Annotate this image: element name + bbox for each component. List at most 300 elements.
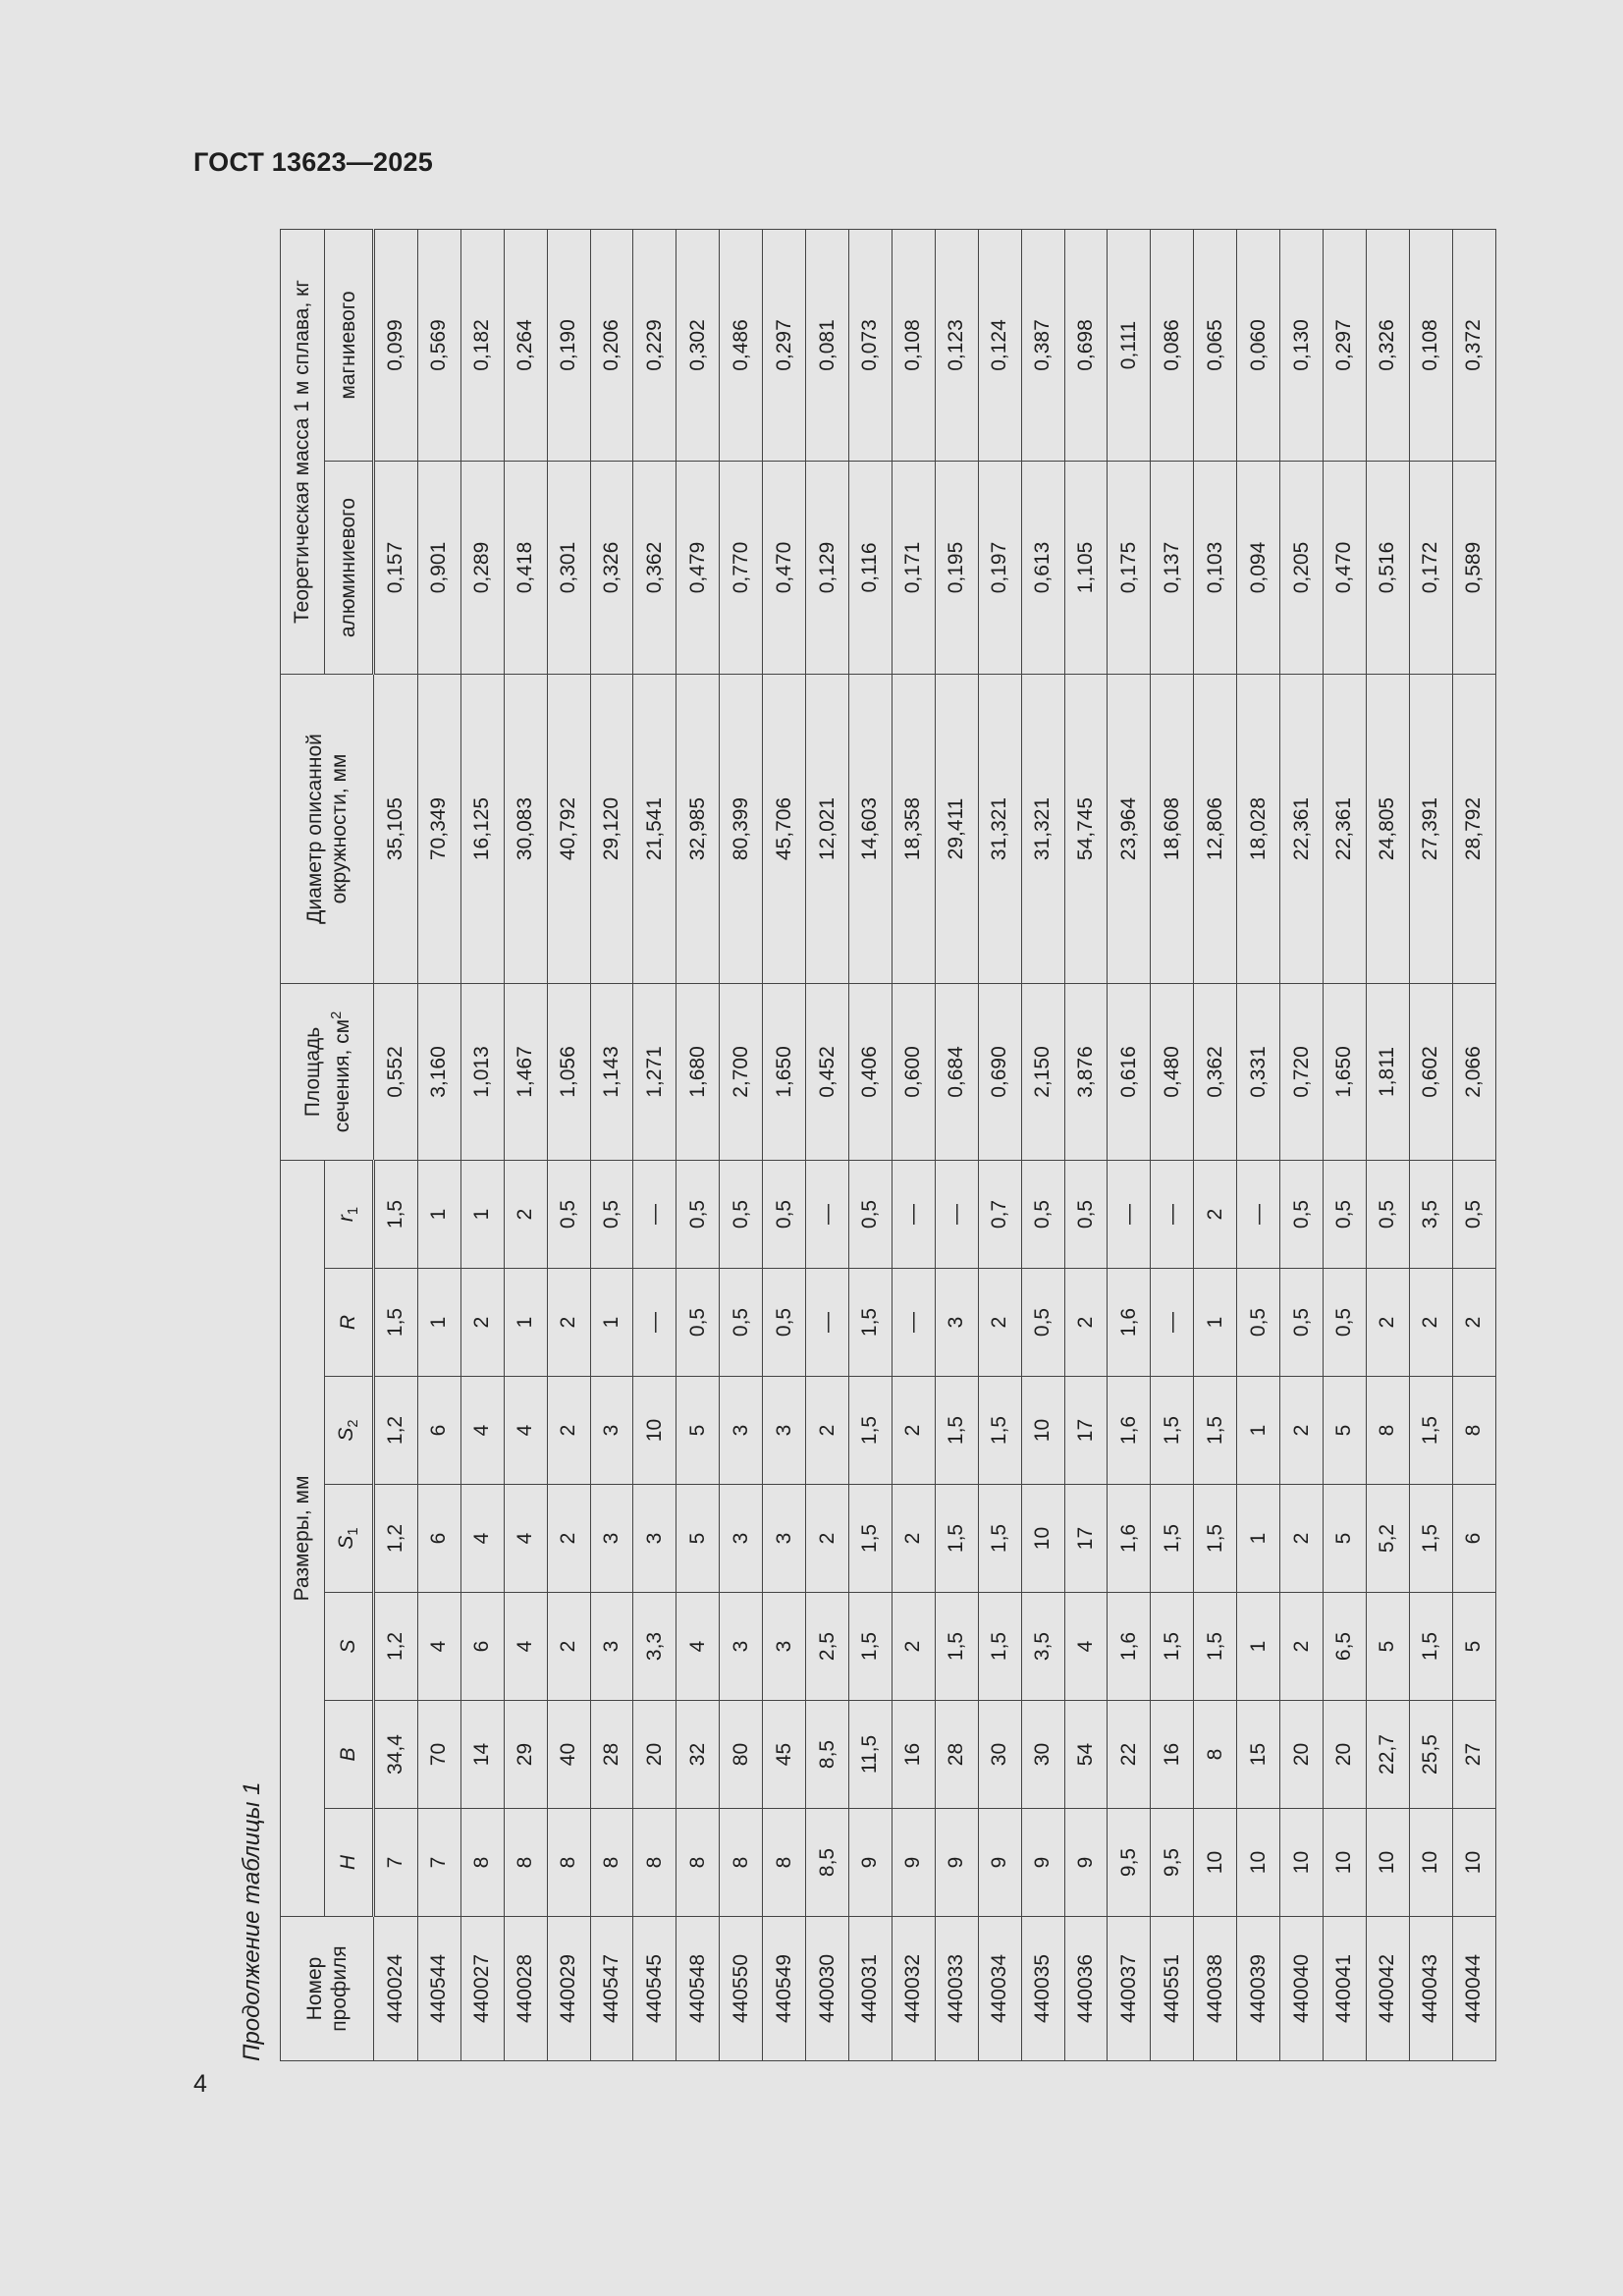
cell-r: 1,5	[849, 1269, 893, 1377]
cell-mass-magnesium: 0,086	[1151, 229, 1194, 461]
cell-r: 2	[1366, 1269, 1409, 1377]
cell-area: 1,271	[633, 984, 676, 1161]
table-row	[676, 229, 720, 2060]
cell-h: 8,5	[806, 1809, 849, 1917]
cell-profile-number: 440042	[1366, 1917, 1409, 2061]
cell-r1: 0,5	[590, 1161, 633, 1269]
cell-diameter: 23,964	[1108, 675, 1151, 984]
cell-diameter: 45,706	[763, 675, 806, 984]
cell-diameter: 27,391	[1409, 675, 1452, 984]
cell-r1: —	[1151, 1161, 1194, 1269]
cell-s1: 1,5	[849, 1485, 893, 1593]
cell-area: 1,811	[1366, 984, 1409, 1161]
cell-h: 9,5	[1151, 1809, 1194, 1917]
table-row	[374, 229, 418, 2060]
cell-h: 9	[935, 1809, 978, 1917]
table-row	[935, 229, 978, 2060]
cell-mass-aluminum: 0,613	[1021, 462, 1064, 675]
cell-b: 34,4	[374, 1701, 418, 1809]
cell-h: 7	[374, 1809, 418, 1917]
cell-s1: 1,5	[1151, 1485, 1194, 1593]
cell-diameter: 16,125	[460, 675, 504, 984]
cell-area: 1,650	[763, 984, 806, 1161]
cell-area: 0,452	[806, 984, 849, 1161]
cell-s: 1,2	[374, 1593, 418, 1701]
cell-mass-aluminum: 0,129	[806, 462, 849, 675]
cell-r: —	[633, 1269, 676, 1377]
cell-diameter: 22,361	[1323, 675, 1366, 984]
cell-mass-magnesium: 0,099	[374, 229, 418, 461]
cell-mass-magnesium: 0,182	[460, 229, 504, 461]
cell-h: 8	[676, 1809, 720, 1917]
cell-mass-magnesium: 0,387	[1021, 229, 1064, 461]
cell-profile-number: 440549	[763, 1917, 806, 2061]
cell-r1: —	[806, 1161, 849, 1269]
cell-s1: 2	[547, 1485, 590, 1593]
cell-r: 2	[547, 1269, 590, 1377]
cell-s2: 1,6	[1108, 1377, 1151, 1485]
cell-b: 16	[892, 1701, 935, 1809]
table-row	[1366, 229, 1409, 2060]
cell-area: 1,467	[504, 984, 547, 1161]
table-row	[590, 229, 633, 2060]
cell-r: 0,5	[676, 1269, 720, 1377]
header-area-sup: 2	[328, 1011, 345, 1019]
cell-r1: 0,5	[547, 1161, 590, 1269]
cell-mass-magnesium: 0,229	[633, 229, 676, 461]
cell-diameter: 28,792	[1452, 675, 1495, 984]
cell-mass-magnesium: 0,111	[1108, 229, 1151, 461]
cell-profile-number: 440030	[806, 1917, 849, 2061]
cell-s1: 5	[1323, 1485, 1366, 1593]
cell-s2: 3	[763, 1377, 806, 1485]
cell-b: 8,5	[806, 1701, 849, 1809]
cell-diameter: 40,792	[547, 675, 590, 984]
cell-mass-magnesium: 0,698	[1064, 229, 1108, 461]
cell-mass-aluminum: 0,103	[1194, 462, 1237, 675]
cell-diameter: 30,083	[504, 675, 547, 984]
cell-s1: 17	[1064, 1485, 1108, 1593]
cell-mass-aluminum: 0,326	[590, 462, 633, 675]
cell-mass-magnesium: 0,297	[1323, 229, 1366, 461]
header-r: R	[325, 1269, 374, 1377]
cell-profile-number: 440036	[1064, 1917, 1108, 2061]
cell-h: 9	[1021, 1809, 1064, 1917]
cell-s: 1,6	[1108, 1593, 1151, 1701]
cell-b: 28	[935, 1701, 978, 1809]
cell-r1: 3,5	[1409, 1161, 1452, 1269]
cell-mass-aluminum: 0,479	[676, 462, 720, 675]
cell-diameter: 29,411	[935, 675, 978, 984]
cell-profile-number: 440039	[1237, 1917, 1280, 2061]
cell-s2: 1,5	[935, 1377, 978, 1485]
cell-h: 9	[978, 1809, 1021, 1917]
cell-diameter: 18,028	[1237, 675, 1280, 984]
cell-s: 1	[1237, 1593, 1280, 1701]
header-r1-base: r	[335, 1215, 358, 1223]
cell-s: 1,5	[1194, 1593, 1237, 1701]
cell-h: 10	[1194, 1809, 1237, 1917]
cell-r1: 1	[417, 1161, 460, 1269]
header-profile-number: Номер профиля	[281, 1917, 374, 2061]
cell-mass-aluminum: 0,362	[633, 462, 676, 675]
cell-s1: 1	[1237, 1485, 1280, 1593]
cell-mass-magnesium: 0,108	[892, 229, 935, 461]
cell-r1: —	[633, 1161, 676, 1269]
cell-area: 1,056	[547, 984, 590, 1161]
cell-s2: 8	[1452, 1377, 1495, 1485]
cell-area: 1,143	[590, 984, 633, 1161]
cell-diameter: 12,021	[806, 675, 849, 984]
cell-mass-aluminum: 0,770	[720, 462, 763, 675]
cell-profile-number: 440550	[720, 1917, 763, 2061]
table-row	[806, 229, 849, 2060]
cell-s2: 5	[1323, 1377, 1366, 1485]
cell-b: 30	[978, 1701, 1021, 1809]
cell-r1: 1	[460, 1161, 504, 1269]
cell-mass-aluminum: 0,116	[849, 462, 893, 675]
cell-r1: —	[892, 1161, 935, 1269]
cell-s: 5	[1452, 1593, 1495, 1701]
cell-b: 16	[1151, 1701, 1194, 1809]
cell-b: 45	[763, 1701, 806, 1809]
table-row	[1064, 229, 1108, 2060]
cell-diameter: 29,120	[590, 675, 633, 984]
table-row	[849, 229, 893, 2060]
table-row	[547, 229, 590, 2060]
cell-s: 6	[460, 1593, 504, 1701]
cell-r: 2	[460, 1269, 504, 1377]
cell-s: 1,5	[935, 1593, 978, 1701]
cell-profile-number: 440028	[504, 1917, 547, 2061]
cell-mass-aluminum: 0,137	[1151, 462, 1194, 675]
header-diameter: Диаметр описанной окружности, мм	[281, 675, 374, 984]
cell-s: 2,5	[806, 1593, 849, 1701]
cell-b: 15	[1237, 1701, 1280, 1809]
cell-r1: 0,5	[1366, 1161, 1409, 1269]
cell-s2: 3	[720, 1377, 763, 1485]
cell-area: 1,013	[460, 984, 504, 1161]
cell-s: 4	[417, 1593, 460, 1701]
cell-area: 2,066	[1452, 984, 1495, 1161]
cell-r1: —	[1237, 1161, 1280, 1269]
cell-s1: 10	[1021, 1485, 1064, 1593]
cell-r: 1	[590, 1269, 633, 1377]
header-magnesium: магниевого	[325, 229, 374, 461]
cell-s2: 2	[892, 1377, 935, 1485]
cell-area: 0,720	[1280, 984, 1324, 1161]
cell-diameter: 18,358	[892, 675, 935, 984]
cell-h: 8	[633, 1809, 676, 1917]
cell-b: 30	[1021, 1701, 1064, 1809]
cell-s: 3,3	[633, 1593, 676, 1701]
cell-area: 3,160	[417, 984, 460, 1161]
cell-r1: 0,7	[978, 1161, 1021, 1269]
cell-h: 9	[849, 1809, 893, 1917]
cell-r: 0,5	[1237, 1269, 1280, 1377]
cell-mass-aluminum: 0,197	[978, 462, 1021, 675]
cell-mass-magnesium: 0,569	[417, 229, 460, 461]
cell-s: 3	[590, 1593, 633, 1701]
cell-diameter: 32,985	[676, 675, 720, 984]
cell-mass-aluminum: 0,171	[892, 462, 935, 675]
cell-r1: 0,5	[676, 1161, 720, 1269]
cell-r: —	[892, 1269, 935, 1377]
cell-r: 1	[1194, 1269, 1237, 1377]
rotated-table-block	[233, 232, 1496, 2061]
cell-s2: 1,5	[978, 1377, 1021, 1485]
cell-b: 27	[1452, 1701, 1495, 1809]
cell-mass-magnesium: 0,372	[1452, 229, 1495, 461]
cell-r1: —	[1108, 1161, 1151, 1269]
cell-mass-aluminum: 0,589	[1452, 462, 1495, 675]
cell-r1: 2	[504, 1161, 547, 1269]
cell-h: 8	[720, 1809, 763, 1917]
cell-b: 80	[720, 1701, 763, 1809]
page-number: 4	[193, 2070, 207, 2098]
cell-h: 8	[763, 1809, 806, 1917]
cell-r1: 0,5	[1452, 1161, 1495, 1269]
cell-area: 0,362	[1194, 984, 1237, 1161]
cell-s1: 2	[892, 1485, 935, 1593]
cell-s: 2	[1280, 1593, 1324, 1701]
cell-r1: 0,5	[849, 1161, 893, 1269]
cell-profile-number: 440033	[935, 1917, 978, 2061]
cell-diameter: 21,541	[633, 675, 676, 984]
cell-h: 9	[892, 1809, 935, 1917]
cell-r: 2	[1064, 1269, 1108, 1377]
table-row	[460, 229, 504, 2060]
cell-profile-number: 440034	[978, 1917, 1021, 2061]
cell-b: 25,5	[1409, 1701, 1452, 1809]
cell-s2: 4	[504, 1377, 547, 1485]
cell-r: —	[806, 1269, 849, 1377]
cell-mass-magnesium: 0,130	[1280, 229, 1324, 461]
table-body	[374, 229, 1496, 2060]
cell-s: 3,5	[1021, 1593, 1064, 1701]
cell-area: 0,552	[374, 984, 418, 1161]
cell-s2: 8	[1366, 1377, 1409, 1485]
cell-mass-aluminum: 0,094	[1237, 462, 1280, 675]
cell-s2: 10	[633, 1377, 676, 1485]
cell-s1: 4	[504, 1485, 547, 1593]
cell-r: 1	[417, 1269, 460, 1377]
cell-area: 0,684	[935, 984, 978, 1161]
header-s2-sub: 2	[346, 1419, 362, 1428]
cell-b: 22,7	[1366, 1701, 1409, 1809]
cell-r: 2	[1409, 1269, 1452, 1377]
cell-r1: 0,5	[1064, 1161, 1108, 1269]
table-row	[1151, 229, 1194, 2060]
cell-mass-aluminum: 0,205	[1280, 462, 1324, 675]
cell-profile-number: 440031	[849, 1917, 893, 2061]
cell-s: 1,5	[849, 1593, 893, 1701]
cell-mass-magnesium: 0,073	[849, 229, 893, 461]
cell-h: 10	[1280, 1809, 1324, 1917]
cell-s1: 3	[633, 1485, 676, 1593]
cell-b: 14	[460, 1701, 504, 1809]
cell-s: 4	[676, 1593, 720, 1701]
cell-area: 2,150	[1021, 984, 1064, 1161]
cell-s1: 5	[676, 1485, 720, 1593]
cell-s1: 1,5	[978, 1485, 1021, 1593]
cell-mass-magnesium: 0,124	[978, 229, 1021, 461]
header-area-text: Площадь сечения, см	[300, 1018, 353, 1133]
cell-r1: 0,5	[1280, 1161, 1324, 1269]
table-row	[1108, 229, 1151, 2060]
cell-h: 8	[590, 1809, 633, 1917]
cell-s2: 3	[590, 1377, 633, 1485]
cell-diameter: 18,608	[1151, 675, 1194, 984]
cell-b: 20	[633, 1701, 676, 1809]
cell-r1: 1,5	[374, 1161, 418, 1269]
header-h: H	[325, 1809, 374, 1917]
cell-profile-number: 440043	[1409, 1917, 1452, 2061]
cell-s1: 1,5	[1409, 1485, 1452, 1593]
header-s2	[325, 1377, 374, 1485]
cell-diameter: 12,806	[1194, 675, 1237, 984]
cell-area: 0,406	[849, 984, 893, 1161]
cell-r: 0,5	[763, 1269, 806, 1377]
cell-diameter: 22,361	[1280, 675, 1324, 984]
cell-s1: 3	[720, 1485, 763, 1593]
cell-mass-magnesium: 0,264	[504, 229, 547, 461]
cell-b: 20	[1280, 1701, 1324, 1809]
cell-b: 28	[590, 1701, 633, 1809]
cell-b: 40	[547, 1701, 590, 1809]
cell-mass-aluminum: 0,195	[935, 462, 978, 675]
cell-diameter: 31,321	[1021, 675, 1064, 984]
cell-diameter: 80,399	[720, 675, 763, 984]
table-row	[1452, 229, 1495, 2060]
table-row	[1021, 229, 1064, 2060]
document-header: ГОСТ 13623—2025	[193, 147, 433, 177]
cell-r: 2	[978, 1269, 1021, 1377]
cell-profile-number: 440029	[547, 1917, 590, 2061]
cell-mass-magnesium: 0,302	[676, 229, 720, 461]
cell-area: 1,680	[676, 984, 720, 1161]
cell-s2: 4	[460, 1377, 504, 1485]
cell-s2: 1,5	[1194, 1377, 1237, 1485]
cell-area: 0,480	[1151, 984, 1194, 1161]
cell-diameter: 31,321	[978, 675, 1021, 984]
cell-b: 70	[417, 1701, 460, 1809]
cell-b: 20	[1323, 1701, 1366, 1809]
cell-b: 32	[676, 1701, 720, 1809]
cell-profile-number: 440024	[374, 1917, 418, 2061]
table-row	[1409, 229, 1452, 2060]
cell-s: 3	[763, 1593, 806, 1701]
table-row	[1194, 229, 1237, 2060]
cell-area: 0,616	[1108, 984, 1151, 1161]
cell-mass-magnesium: 0,081	[806, 229, 849, 461]
cell-s1: 1,5	[1194, 1485, 1237, 1593]
cell-mass-magnesium: 0,060	[1237, 229, 1280, 461]
cell-b: 11,5	[849, 1701, 893, 1809]
cell-s2: 17	[1064, 1377, 1108, 1485]
cell-b: 22	[1108, 1701, 1151, 1809]
header-r1	[325, 1161, 374, 1269]
cell-profile-number: 440035	[1021, 1917, 1064, 2061]
table-row	[892, 229, 935, 2060]
cell-s2: 1,5	[1409, 1377, 1452, 1485]
cell-s1: 1,6	[1108, 1485, 1151, 1593]
cell-s: 6,5	[1323, 1593, 1366, 1701]
header-s2-base: S	[335, 1427, 358, 1442]
cell-profile-number: 440027	[460, 1917, 504, 2061]
cell-h: 9	[1064, 1809, 1108, 1917]
cell-s: 2	[892, 1593, 935, 1701]
table-row	[1237, 229, 1280, 2060]
cell-area: 0,600	[892, 984, 935, 1161]
header-s1-base: S	[335, 1535, 358, 1550]
cell-h: 10	[1409, 1809, 1452, 1917]
cell-b: 29	[504, 1701, 547, 1809]
cell-s1: 1,2	[374, 1485, 418, 1593]
cell-h: 10	[1323, 1809, 1366, 1917]
header-mass: Теоретическая масса 1 м сплава, кг	[281, 229, 325, 674]
header-aluminum: алюминиевого	[325, 462, 374, 675]
table-row	[720, 229, 763, 2060]
cell-b: 54	[1064, 1701, 1108, 1809]
cell-r: 0,5	[1323, 1269, 1366, 1377]
cell-s: 5	[1366, 1593, 1409, 1701]
cell-diameter: 14,603	[849, 675, 893, 984]
cell-profile-number: 440545	[633, 1917, 676, 2061]
cell-area: 0,331	[1237, 984, 1280, 1161]
cell-b: 8	[1194, 1701, 1237, 1809]
cell-s1: 5,2	[1366, 1485, 1409, 1593]
cell-profile-number: 440032	[892, 1917, 935, 2061]
cell-s2: 6	[417, 1377, 460, 1485]
cell-mass-magnesium: 0,206	[590, 229, 633, 461]
cell-mass-aluminum: 0,157	[374, 462, 418, 675]
cell-profile-number: 440544	[417, 1917, 460, 2061]
cell-r: 1,5	[374, 1269, 418, 1377]
cell-s: 3	[720, 1593, 763, 1701]
cell-s2: 1	[1237, 1377, 1280, 1485]
cell-r: 0,5	[1280, 1269, 1324, 1377]
cell-h: 9,5	[1108, 1809, 1151, 1917]
cell-profile-number: 440548	[676, 1917, 720, 2061]
cell-s: 4	[504, 1593, 547, 1701]
cell-s2: 2	[1280, 1377, 1324, 1485]
cell-mass-aluminum: 0,172	[1409, 462, 1452, 675]
header-s1-sub: 1	[346, 1527, 362, 1536]
cell-h: 7	[417, 1809, 460, 1917]
cell-s: 1,5	[1409, 1593, 1452, 1701]
cell-r1: 0,5	[763, 1161, 806, 1269]
cell-mass-aluminum: 0,301	[547, 462, 590, 675]
cell-mass-aluminum: 0,470	[1323, 462, 1366, 675]
cell-profile-number: 440041	[1323, 1917, 1366, 2061]
table-row	[1323, 229, 1366, 2060]
cell-s1: 1,5	[935, 1485, 978, 1593]
cell-mass-magnesium: 0,065	[1194, 229, 1237, 461]
cell-mass-aluminum: 0,901	[417, 462, 460, 675]
cell-r1: 0,5	[1021, 1161, 1064, 1269]
cell-profile-number: 440551	[1151, 1917, 1194, 2061]
cell-s2: 1,5	[849, 1377, 893, 1485]
cell-h: 10	[1237, 1809, 1280, 1917]
cell-r1: —	[935, 1161, 978, 1269]
cell-r: 0,5	[720, 1269, 763, 1377]
cell-h: 8	[504, 1809, 547, 1917]
cell-mass-aluminum: 1,105	[1064, 462, 1108, 675]
cell-profile-number: 440547	[590, 1917, 633, 2061]
cell-s2: 10	[1021, 1377, 1064, 1485]
cell-mass-magnesium: 0,297	[763, 229, 806, 461]
